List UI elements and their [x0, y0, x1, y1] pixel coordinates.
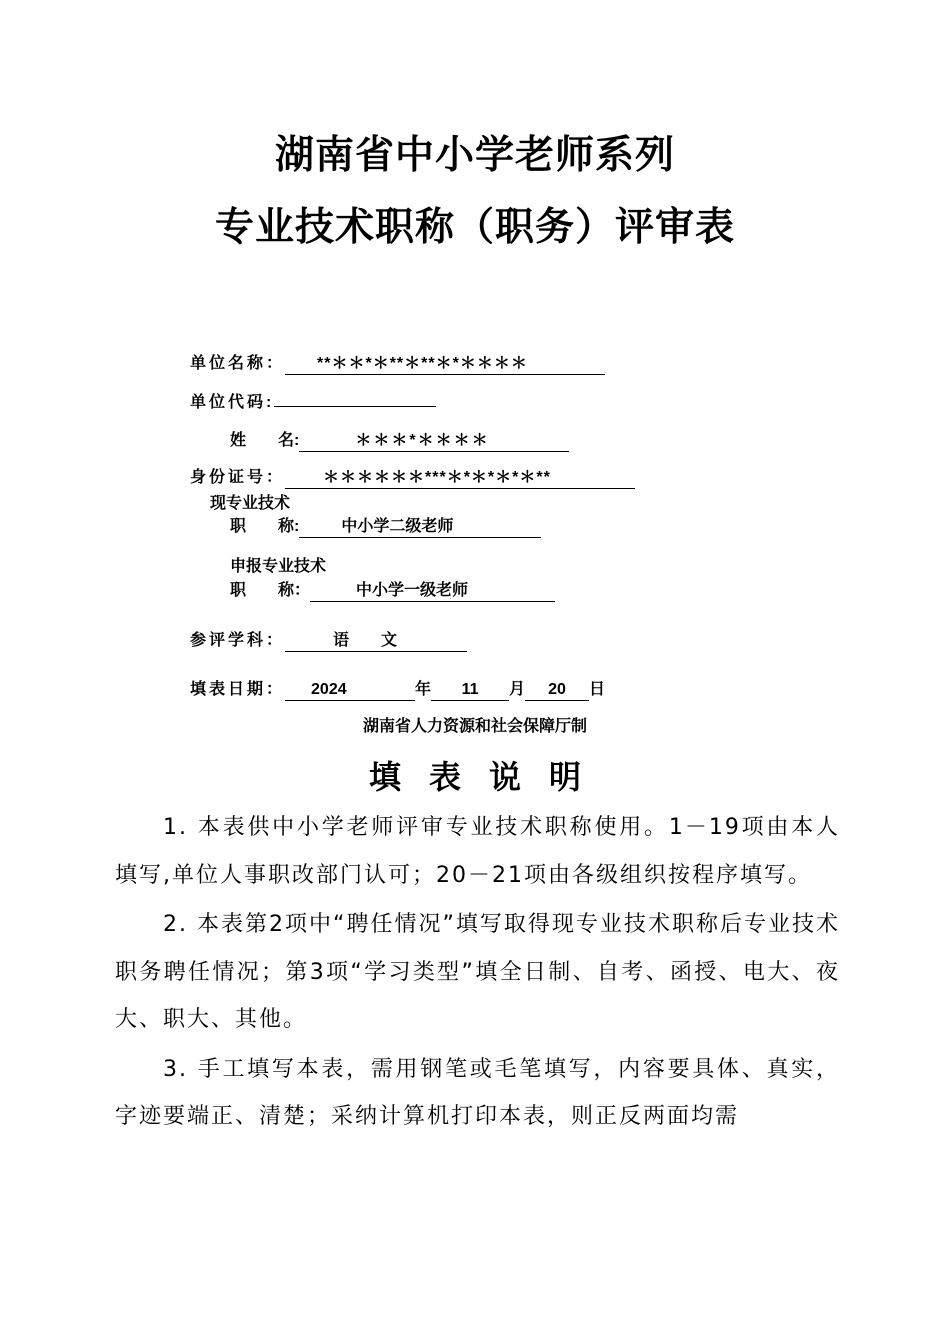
- instruction-item-1: 1. 本表供中小学老师评审专业技术职称使用。1－19项由本人填写,单位人事职改部门认可；20－21项由各级组织按程序填写。: [115, 815, 840, 888]
- subject-row: [190, 627, 467, 652]
- fill-date-year: 2024: [285, 680, 415, 701]
- document-title-line1: 湖南省中小学老师系列: [274, 132, 675, 178]
- instruction-item-3: 3. 手工填写本表，需用钢笔或毛笔填写，内容要具体、真实，字迹要端正、清楚；采纳计算机打印本表，则正反两面均需: [115, 1056, 840, 1129]
- instructions-body: [115, 804, 840, 1143]
- fill-date-row: [190, 676, 605, 701]
- current-title-label: 职 称:: [230, 518, 300, 535]
- name-label: 姓 名:: [230, 432, 300, 449]
- subject-value: 语 文: [285, 631, 467, 652]
- fill-date-year-unit: 年: [415, 681, 432, 698]
- unit-code-row: [190, 389, 436, 412]
- id-number-value: ＊＊＊＊＊＊***＊*＊*＊*＊**: [285, 468, 635, 489]
- id-number-label: 身份证号：: [190, 469, 286, 486]
- current-title-row: [230, 513, 541, 538]
- instruction-item-2: 2. 本表第2项中“聘任情况”填写取得现专业技术职称后专业技术职务聘任情况；第3项“学习类型”填全日制、自考、函授、电大、夜大、职大、其他。: [115, 912, 840, 1032]
- issuer-text: 湖南省人力资源和社会保障厅制: [362, 718, 587, 735]
- applied-title-value: 中小学一级老师: [310, 581, 555, 602]
- unit-code-value: [274, 406, 436, 407]
- fill-date-day: 20: [525, 680, 589, 701]
- name-value: ＊＊＊*＊＊＊＊: [299, 431, 569, 452]
- current-title-label-line1: 现专业技术: [210, 495, 291, 512]
- applied-title-row: [230, 577, 555, 602]
- fill-date-month-unit: 月: [509, 681, 526, 698]
- unit-name-value: **＊＊*＊**＊**＊*＊＊＊＊: [285, 354, 605, 375]
- instructions-heading: 填表说明: [368, 758, 609, 796]
- fill-date-month: 11: [431, 680, 509, 701]
- fill-date-day-unit: 日: [589, 681, 606, 698]
- unit-name-label: 单位名称：: [190, 355, 286, 372]
- subject-label: 参评学科：: [190, 632, 286, 649]
- document-title-line2: 专业技术职称（职务）评审表: [214, 204, 735, 250]
- fill-date-label: 填表日期：: [190, 681, 286, 698]
- applied-title-label: 职 称：: [230, 582, 311, 599]
- unit-code-label: 单位代码:: [190, 394, 275, 411]
- name-row: [230, 427, 569, 452]
- current-title-value: 中小学二级老师: [299, 517, 541, 538]
- applied-title-label-line1: 申报专业技术: [230, 558, 327, 575]
- unit-name-row: [190, 350, 605, 375]
- id-number-row: [190, 464, 635, 489]
